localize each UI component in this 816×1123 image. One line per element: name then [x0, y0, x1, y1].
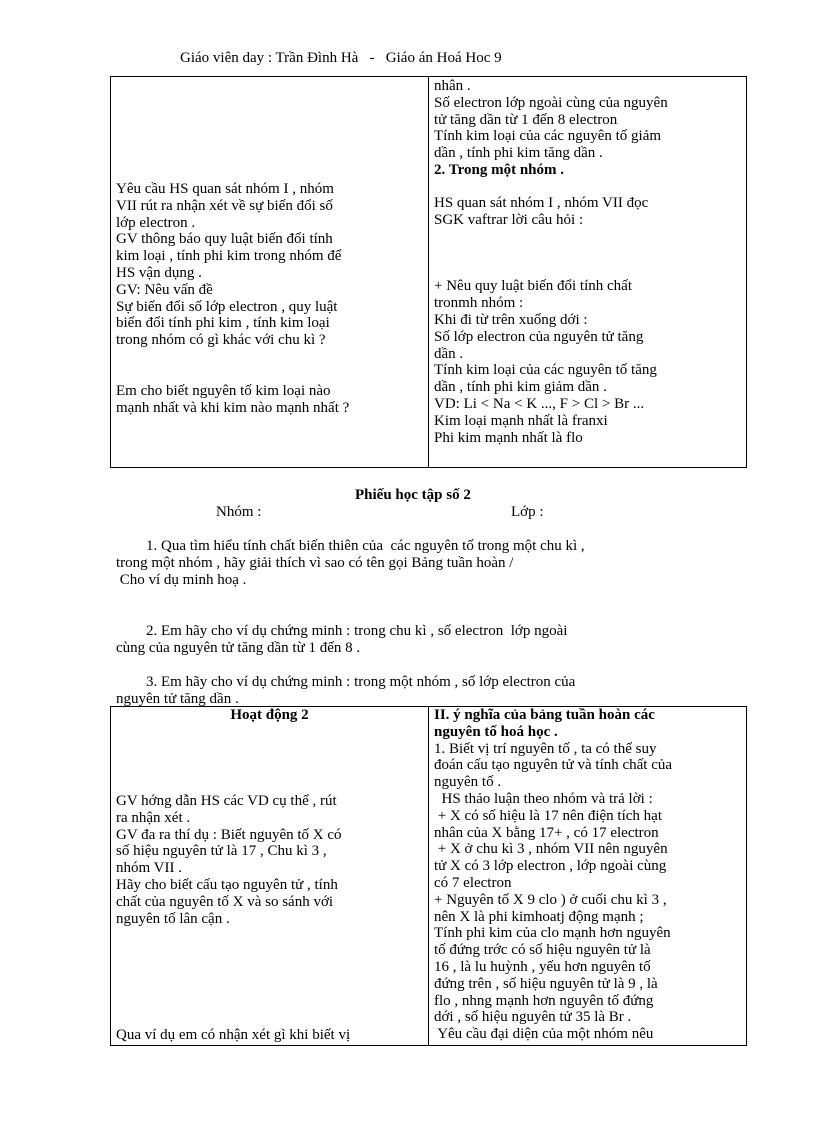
t1-right-line: + Nêu quy luật biến đổi tính chất — [434, 278, 633, 295]
activity-2-title: Hoạt động 2 — [230, 707, 309, 723]
t2-left-bottom-line: Qua ví dụ em có nhận xét gì khi biết vị — [116, 1027, 351, 1043]
t2-left-line: ra nhận xét . — [116, 809, 191, 826]
question-3 — [116, 674, 756, 708]
t1-right-line: Khi đi từ trên xuống dới : — [434, 311, 588, 328]
t1-left-line: trong nhóm có gì khác với chu kì ? — [116, 332, 326, 349]
t2-right-line: dới , số hiệu nguyên tử 35 là Br . — [434, 1009, 632, 1026]
t1-right-line: dần . — [434, 345, 464, 362]
t1-left-line: Sự biến đổi số lớp electron , quy luật — [116, 298, 338, 315]
table-1-divider — [428, 76, 429, 467]
table-2-left-cell — [116, 793, 342, 927]
table-2-divider — [428, 706, 429, 1045]
q2-line: 2. Em hãy cho ví dụ chứng minh : trong chu kì , số electron lớp ngoài — [116, 623, 568, 639]
question-1 — [116, 538, 756, 589]
class-label: Lớp : — [511, 504, 544, 520]
t2-right-line: đoán cấu tạo nguyên tử và tính chất của — [434, 757, 673, 774]
t2-left-line: GV đa ra thí dụ : Biết nguyên tố X có — [116, 826, 342, 843]
t2-right-line: + X có số hiệu là 17 nên điện tích hạt — [434, 807, 662, 824]
t2-left-line: nhóm VII . — [116, 860, 182, 877]
t1-left-line: biến đổi tính phi kim , tính kim loại — [116, 315, 330, 332]
t2-right-line: nguyên tố . — [434, 774, 502, 791]
t1-right-line: Số lớp electron của nguyên tử tăng — [434, 328, 644, 345]
t2-right-line: đứng trên , số hiệu nguyên tử là 9 , là — [434, 975, 658, 992]
worksheet-title: Phiếu học tập số 2 — [355, 487, 471, 503]
t2-right-line: tử X có 3 lớp electron , lớp ngoài cùng — [434, 858, 667, 875]
t2-left-line: nguyên tố lân cận . — [116, 910, 230, 927]
t2-left-line: chất của nguyên tố X và so sánh với — [116, 893, 334, 910]
t1-right-line: VD: Li < Na < K ..., F > Cl > Br ... — [434, 395, 645, 412]
t2-right-line: Tính phi kim của clo mạnh hơn nguyên — [434, 925, 671, 942]
t1-right-line: Tính kim loại của các nguyên tố giảm — [434, 128, 662, 145]
t1-left-line: mạnh nhất và khi kim nào mạnh nhất ? — [116, 399, 350, 416]
t1-left-line: GV thông báo quy luật biến đổi tính — [116, 231, 333, 248]
q1-line: Cho ví dụ minh hoạ . — [116, 572, 247, 588]
t2-right-line: + Nguyên tố X 9 clo ) ở cuối chu kì 3 , — [434, 891, 667, 908]
t1-left-line: GV: Nêu vấn đề — [116, 281, 213, 298]
t2-right-line: 1. Biết vị trí nguyên tố , ta có thể suy — [434, 740, 657, 757]
t1-right-line: dần , tính phi kim giảm dần . — [434, 379, 607, 396]
t2-right-line: flo , nhng mạnh hơn nguyên tố đứng — [434, 992, 654, 1009]
table-2-right-cell — [434, 707, 672, 1043]
t1-right-line: nhân . — [434, 78, 471, 94]
t1-left-line: kim loại , tính phi kim trong nhóm để — [116, 248, 342, 265]
t1-left-line: Yêu cầu HS quan sát nhóm I , nhóm — [116, 181, 334, 197]
t1-right-line: HS quan sát nhóm I , nhóm VII đọc — [434, 194, 649, 211]
t2-right-line: Yêu cầu đại diện của một nhóm nêu — [434, 1026, 654, 1043]
q1-line: 1. Qua tìm hiểu tính chất biến thiên của các nguyên tố trong một chu kì , — [116, 538, 585, 554]
t1-left-line: HS vận dụng . — [116, 264, 202, 281]
q3-line: nguyên tử tăng dần . — [116, 691, 239, 707]
t1-right-line: SGK vaftrar lời câu hỏi : — [434, 211, 584, 228]
table-1-right-cell — [434, 78, 668, 446]
t2-right-line: HS thảo luận theo nhóm và trả lời : — [434, 790, 653, 807]
t2-right-line: 16 , là lu huỳnh , yếu hơn nguyên tố — [434, 958, 651, 975]
section-heading-significance: nguyên tố hoá học . — [434, 723, 558, 740]
t1-right-line: Phi kim mạnh nhất là flo — [434, 429, 583, 446]
q3-line: 3. Em hãy cho ví dụ chứng minh : trong một nhóm , số lớp electron của — [116, 674, 576, 690]
t2-left-line: số hiệu nguyên tử là 17 , Chu kì 3 , — [116, 843, 327, 860]
t2-right-line: + X ở chu kì 3 , nhóm VII nên nguyên — [434, 841, 668, 858]
t2-right-line: có 7 electron — [434, 874, 512, 891]
q2-line: cùng của nguyên tử tăng dần từ 1 đến 8 . — [116, 640, 361, 656]
t1-right-line: Số electron lớp ngoài cùng của nguyên — [434, 94, 668, 111]
table-1-left-cell — [116, 181, 349, 417]
q1-line: trong một nhóm , hãy giải thích vì sao có tên gọi Bảng tuần hoàn / — [116, 555, 514, 571]
t1-right-line: tronmh nhóm : — [434, 295, 524, 312]
t2-right-line: nên X là phi kimhoatj động mạnh ; — [434, 908, 644, 925]
t2-right-line: tố đứng trớc có số hiệu nguyên tử là — [434, 942, 651, 959]
t2-left-line: Hãy cho biết cấu tạo nguyên tử , tính — [116, 876, 338, 893]
question-2 — [116, 623, 756, 657]
t1-left-line: Em cho biết nguyên tố kim loại nào — [116, 382, 331, 399]
t1-left-line: VII rút ra nhận xét về sự biến đổi số — [116, 197, 333, 214]
t1-right-line: dần , tính phi kim tăng dần . — [434, 145, 603, 162]
t1-right-line: tử tăng dần từ 1 đến 8 electron — [434, 111, 618, 128]
t1-left-line: lớp electron . — [116, 214, 196, 231]
section-heading-significance: II. ý nghĩa của bảng tuần hoàn các — [434, 707, 655, 723]
t2-left-line: GV hớng dẫn HS các VD cụ thể , rút — [116, 793, 337, 809]
t1-right-line: Tính kim loại của các nguyên tố tăng — [434, 362, 657, 379]
section-heading-in-group: 2. Trong một nhóm . — [434, 161, 565, 178]
group-label: Nhóm : — [216, 504, 262, 520]
t1-right-line: Kim loại mạnh nhất là franxi — [434, 412, 608, 429]
page-header: Giáo viên day : Trần Đình Hà - Giáo án Hoá Hoc 9 — [180, 50, 502, 66]
t2-right-line: nhân của X bằng 17+ , có 17 electron — [434, 824, 659, 841]
